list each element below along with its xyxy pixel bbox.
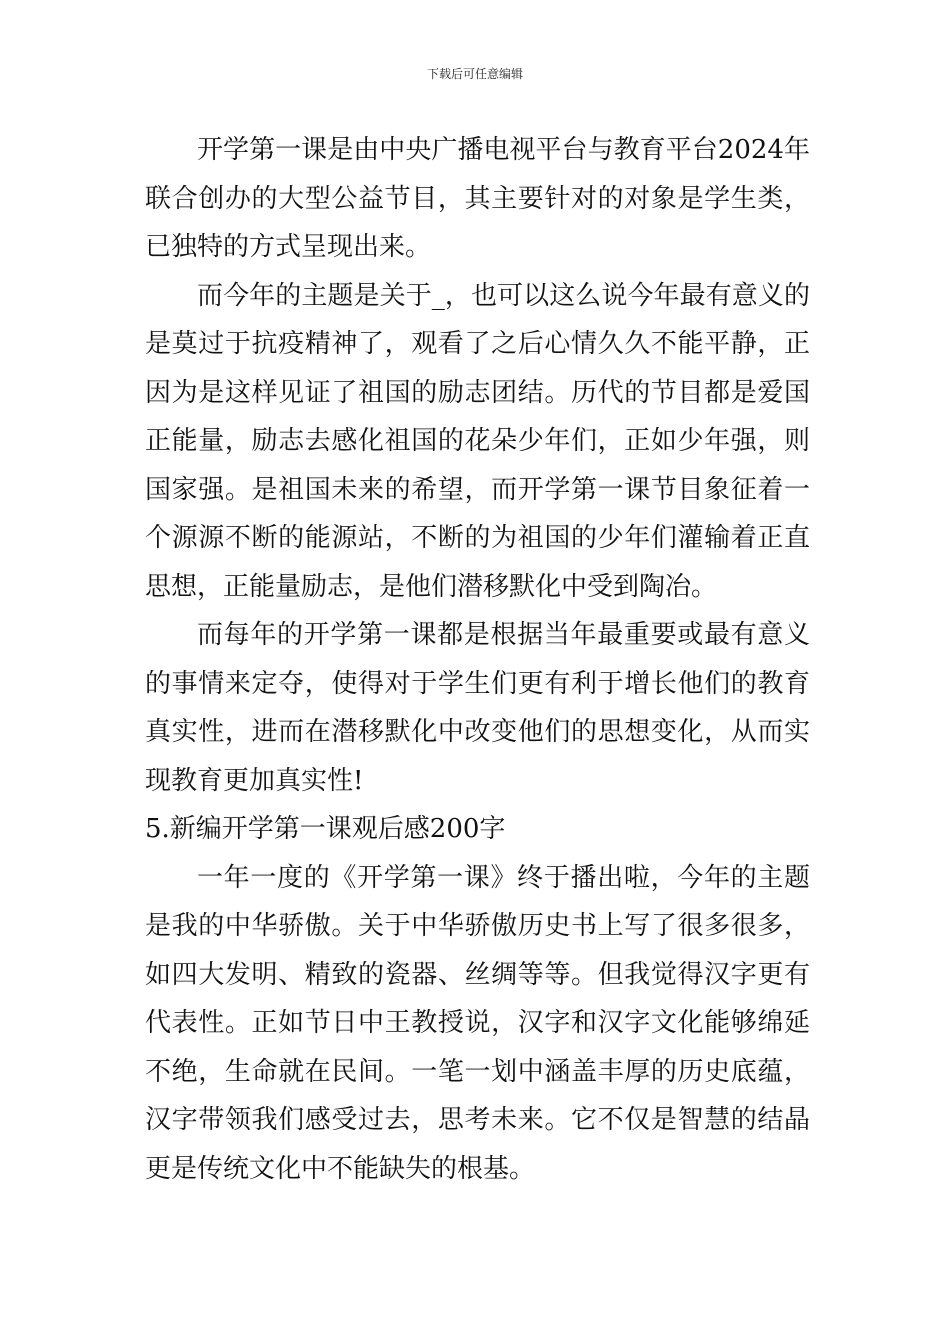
- paragraph: 一年一度的《开学第一课》终于播出啦，今年的主题是我的中华骄傲。关于中华骄傲历史书上写了很多很多，如四大发明、精致的瓷器、丝绸等等。但我觉得汉字更有代表性。正如节日中王教授说，汉字和汉字文化能够绵延不绝，生命就在民间。一笔一划中涵盖丰厚的历史底蕴，汉字带领我们感受过去，思考未来。它不仅是智慧的结晶更是传统文化中不能缺失的根基。: [145, 862, 810, 1184]
- paragraph: 开学第一课是由中央广播电视平台与教育平台2024年联合创办的大型公益节目，其主要针对的对象是学生类，已独特的方式呈现出来。: [145, 135, 810, 262]
- section-heading: 5.新编开学第一课观后感200字: [145, 814, 506, 844]
- document-body: [145, 126, 810, 1193]
- paragraph: 而每年的开学第一课都是根据当年最重要或最有意义的事情来定夺，使得对于学生们更有利于增长他们的教育真实性，进而在潜移默化中改变他们的思想变化，从而实现教育更加真实性!: [145, 620, 810, 796]
- header-note: 下载后可任意编辑: [426, 67, 523, 81]
- paragraph: 而今年的主题是关于_，也可以这么说今年最有意义的是莫过于抗疫精神了，观看了之后心情久久不能平静，正因为是这样见证了祖国的励志团结。历代的节目都是爱国正能量，励志去感化祖国的花朵少年们，正如少年强，则国家强。是祖国未来的希望，而开学第一课节目象征着一个源源不断的能源站，不断的为祖国的少年们灌输着正直思想，正能量励志，是他们潜移默化中受到陶冶。: [145, 280, 810, 602]
